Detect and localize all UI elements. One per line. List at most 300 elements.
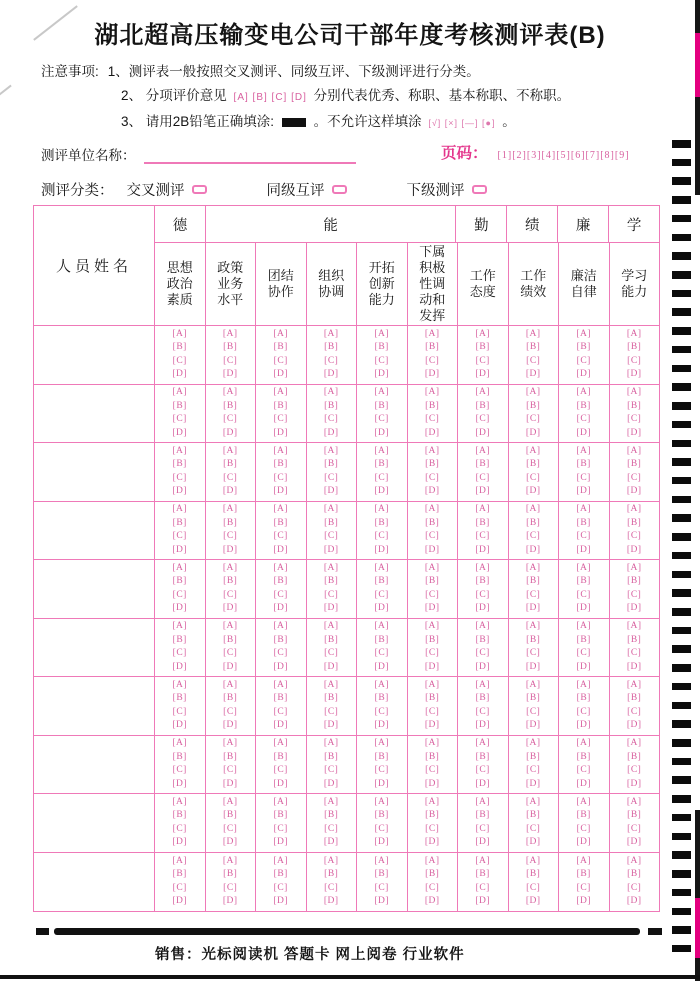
option-bubble-B[interactable]: [B] — [475, 634, 490, 645]
option-bubble-A[interactable]: [A] — [576, 679, 592, 690]
option-bubble-A[interactable]: [A] — [374, 445, 390, 456]
option-bubble-A[interactable]: [A] — [273, 387, 289, 398]
option-bubble-B[interactable]: [B] — [223, 693, 238, 704]
option-bubble-D[interactable]: [D] — [374, 778, 390, 789]
option-bubble-C[interactable]: [C] — [324, 882, 339, 893]
option-bubble-B[interactable]: [B] — [425, 342, 440, 353]
option-bubble-B[interactable]: [B] — [576, 634, 591, 645]
option-bubble-C[interactable]: [C] — [475, 355, 490, 366]
option-bubble-D[interactable]: [D] — [273, 720, 289, 731]
option-bubble-A[interactable]: [A] — [525, 796, 541, 807]
option-bubble-C[interactable]: [C] — [273, 355, 288, 366]
option-bubble-D[interactable]: [D] — [424, 720, 440, 731]
option-bubble-D[interactable]: [D] — [424, 369, 440, 380]
option-bubble-D[interactable]: [D] — [525, 720, 541, 731]
option-bubble-C[interactable]: [C] — [324, 355, 339, 366]
option-bubble-A[interactable]: [A] — [323, 387, 339, 398]
option-bubble-B[interactable]: [B] — [526, 400, 541, 411]
option-bubble-A[interactable]: [A] — [323, 328, 339, 339]
option-bubble-D[interactable]: [D] — [222, 720, 238, 731]
option-bubble-C[interactable]: [C] — [576, 882, 591, 893]
option-bubble-B[interactable]: [B] — [273, 400, 288, 411]
option-bubble-A[interactable]: [A] — [323, 504, 339, 515]
page-number-bubble[interactable]: [7] — [585, 150, 601, 161]
option-bubble-A[interactable]: [A] — [172, 328, 188, 339]
option-bubble-A[interactable]: [A] — [525, 855, 541, 866]
option-bubble-C[interactable]: [C] — [172, 823, 187, 834]
option-bubble-B[interactable]: [B] — [324, 517, 339, 528]
option-bubble-D[interactable]: [D] — [576, 603, 592, 614]
option-bubble-B[interactable]: [B] — [172, 693, 187, 704]
option-bubble-D[interactable]: [D] — [475, 544, 491, 555]
option-bubble-A[interactable]: [A] — [626, 445, 642, 456]
option-bubble-B[interactable]: [B] — [374, 693, 389, 704]
option-bubble-B[interactable]: [B] — [273, 342, 288, 353]
option-bubble-B[interactable]: [B] — [223, 869, 238, 880]
option-bubble-A[interactable]: [A] — [323, 621, 339, 632]
option-bubble-D[interactable]: [D] — [172, 778, 188, 789]
option-bubble-D[interactable]: [D] — [323, 661, 339, 672]
option-bubble-B[interactable]: [B] — [627, 634, 642, 645]
option-bubble-A[interactable]: [A] — [172, 738, 188, 749]
category-checkbox[interactable] — [192, 185, 207, 194]
option-bubble-A[interactable]: [A] — [222, 328, 238, 339]
option-bubble-A[interactable]: [A] — [576, 796, 592, 807]
name-cell[interactable] — [34, 502, 155, 560]
option-bubble-B[interactable]: [B] — [374, 634, 389, 645]
option-bubble-B[interactable]: [B] — [576, 810, 591, 821]
option-bubble-B[interactable]: [B] — [526, 869, 541, 880]
option-bubble-C[interactable]: [C] — [526, 823, 541, 834]
option-bubble-A[interactable]: [A] — [222, 445, 238, 456]
option-bubble-A[interactable]: [A] — [222, 796, 238, 807]
option-bubble-C[interactable]: [C] — [324, 414, 339, 425]
option-bubble-D[interactable]: [D] — [576, 661, 592, 672]
option-bubble-B[interactable]: [B] — [273, 576, 288, 587]
option-bubble-B[interactable]: [B] — [273, 869, 288, 880]
option-bubble-D[interactable]: [D] — [323, 896, 339, 907]
option-bubble-A[interactable]: [A] — [273, 328, 289, 339]
option-bubble-B[interactable]: [B] — [425, 869, 440, 880]
option-bubble-B[interactable]: [B] — [475, 459, 490, 470]
option-bubble-C[interactable]: [C] — [475, 823, 490, 834]
option-bubble-D[interactable]: [D] — [222, 544, 238, 555]
option-bubble-C[interactable]: [C] — [273, 823, 288, 834]
option-bubble-A[interactable]: [A] — [626, 796, 642, 807]
option-bubble-C[interactable]: [C] — [526, 882, 541, 893]
option-bubble-A[interactable]: [A] — [374, 504, 390, 515]
option-bubble-D[interactable]: [D] — [475, 896, 491, 907]
option-bubble-A[interactable]: [A] — [475, 621, 491, 632]
option-bubble-C[interactable]: [C] — [273, 589, 288, 600]
option-bubble-A[interactable]: [A] — [273, 562, 289, 573]
option-bubble-A[interactable]: [A] — [576, 504, 592, 515]
page-number-bubble[interactable]: [6] — [570, 150, 586, 161]
option-bubble-D[interactable]: [D] — [626, 896, 642, 907]
page-number-bubble[interactable]: [2] — [512, 150, 527, 161]
option-bubble-B[interactable]: [B] — [627, 459, 642, 470]
option-bubble-B[interactable]: [B] — [324, 869, 339, 880]
option-bubble-D[interactable]: [D] — [626, 486, 642, 497]
option-bubble-D[interactable]: [D] — [172, 720, 188, 731]
option-bubble-A[interactable]: [A] — [525, 679, 541, 690]
option-bubble-A[interactable]: [A] — [424, 679, 440, 690]
option-bubble-A[interactable]: [A] — [323, 796, 339, 807]
option-bubble-D[interactable]: [D] — [273, 427, 289, 438]
option-bubble-D[interactable]: [D] — [475, 486, 491, 497]
option-bubble-D[interactable]: [D] — [424, 427, 440, 438]
option-bubble-D[interactable]: [D] — [424, 837, 440, 848]
option-bubble-A[interactable]: [A] — [424, 387, 440, 398]
option-bubble-D[interactable]: [D] — [222, 369, 238, 380]
option-bubble-A[interactable]: [A] — [424, 738, 440, 749]
option-bubble-D[interactable]: [D] — [222, 486, 238, 497]
option-bubble-C[interactable]: [C] — [425, 882, 440, 893]
option-bubble-A[interactable]: [A] — [475, 562, 491, 573]
option-bubble-D[interactable]: [D] — [323, 603, 339, 614]
option-bubble-D[interactable]: [D] — [525, 369, 541, 380]
option-bubble-C[interactable]: [C] — [172, 765, 187, 776]
option-bubble-C[interactable]: [C] — [172, 531, 187, 542]
option-bubble-B[interactable]: [B] — [273, 751, 288, 762]
option-bubble-B[interactable]: [B] — [324, 400, 339, 411]
option-bubble-C[interactable]: [C] — [576, 765, 591, 776]
option-bubble-A[interactable]: [A] — [424, 796, 440, 807]
option-bubble-B[interactable]: [B] — [475, 693, 490, 704]
option-bubble-D[interactable]: [D] — [172, 837, 188, 848]
option-bubble-C[interactable]: [C] — [425, 823, 440, 834]
option-bubble-B[interactable]: [B] — [627, 517, 642, 528]
option-bubble-B[interactable]: [B] — [273, 693, 288, 704]
option-bubble-D[interactable]: [D] — [172, 603, 188, 614]
option-bubble-A[interactable]: [A] — [576, 855, 592, 866]
option-bubble-A[interactable]: [A] — [323, 445, 339, 456]
option-bubble-B[interactable]: [B] — [526, 634, 541, 645]
option-bubble-C[interactable]: [C] — [172, 589, 187, 600]
option-bubble-D[interactable]: [D] — [475, 837, 491, 848]
option-bubble-D[interactable]: [D] — [374, 369, 390, 380]
option-bubble-B[interactable]: [B] — [576, 751, 591, 762]
option-bubble-C[interactable]: [C] — [374, 706, 389, 717]
option-bubble-C[interactable]: [C] — [324, 472, 339, 483]
option-bubble-B[interactable]: [B] — [374, 459, 389, 470]
option-bubble-B[interactable]: [B] — [374, 342, 389, 353]
name-cell[interactable] — [34, 385, 155, 443]
option-bubble-C[interactable]: [C] — [324, 648, 339, 659]
option-bubble-A[interactable]: [A] — [374, 855, 390, 866]
option-bubble-B[interactable]: [B] — [425, 751, 440, 762]
option-bubble-A[interactable]: [A] — [172, 679, 188, 690]
option-bubble-A[interactable]: [A] — [576, 328, 592, 339]
option-bubble-A[interactable]: [A] — [424, 328, 440, 339]
option-bubble-D[interactable]: [D] — [172, 544, 188, 555]
option-bubble-B[interactable]: [B] — [223, 634, 238, 645]
category-checkbox[interactable] — [472, 185, 487, 194]
option-bubble-A[interactable]: [A] — [273, 855, 289, 866]
option-bubble-C[interactable]: [C] — [223, 765, 238, 776]
option-bubble-D[interactable]: [D] — [576, 427, 592, 438]
option-bubble-D[interactable]: [D] — [172, 896, 188, 907]
option-bubble-C[interactable]: [C] — [576, 414, 591, 425]
option-bubble-B[interactable]: [B] — [576, 459, 591, 470]
option-bubble-C[interactable]: [C] — [627, 355, 642, 366]
option-bubble-C[interactable]: [C] — [223, 472, 238, 483]
option-bubble-B[interactable]: [B] — [627, 400, 642, 411]
option-bubble-C[interactable]: [C] — [526, 648, 541, 659]
option-bubble-C[interactable]: [C] — [223, 882, 238, 893]
option-bubble-B[interactable]: [B] — [324, 810, 339, 821]
option-bubble-B[interactable]: [B] — [273, 459, 288, 470]
option-bubble-A[interactable]: [A] — [626, 855, 642, 866]
option-bubble-C[interactable]: [C] — [374, 472, 389, 483]
option-bubble-C[interactable]: [C] — [425, 472, 440, 483]
option-bubble-A[interactable]: [A] — [424, 504, 440, 515]
option-bubble-A[interactable]: [A] — [626, 621, 642, 632]
option-bubble-D[interactable]: [D] — [273, 486, 289, 497]
option-bubble-C[interactable]: [C] — [627, 414, 642, 425]
option-bubble-C[interactable]: [C] — [526, 472, 541, 483]
option-bubble-A[interactable]: [A] — [475, 796, 491, 807]
option-bubble-C[interactable]: [C] — [526, 355, 541, 366]
option-bubble-C[interactable]: [C] — [526, 414, 541, 425]
option-bubble-C[interactable]: [C] — [223, 648, 238, 659]
option-bubble-D[interactable]: [D] — [475, 720, 491, 731]
option-bubble-C[interactable]: [C] — [172, 472, 187, 483]
option-bubble-A[interactable]: [A] — [424, 855, 440, 866]
option-bubble-A[interactable]: [A] — [525, 504, 541, 515]
option-bubble-D[interactable]: [D] — [172, 427, 188, 438]
unit-name-field[interactable] — [144, 147, 356, 164]
name-cell[interactable] — [34, 853, 155, 912]
option-bubble-B[interactable]: [B] — [172, 751, 187, 762]
option-bubble-C[interactable]: [C] — [576, 589, 591, 600]
option-bubble-C[interactable]: [C] — [475, 882, 490, 893]
option-bubble-A[interactable]: [A] — [475, 387, 491, 398]
option-bubble-B[interactable]: [B] — [425, 459, 440, 470]
option-bubble-D[interactable]: [D] — [525, 778, 541, 789]
option-bubble-A[interactable]: [A] — [576, 621, 592, 632]
option-bubble-D[interactable]: [D] — [222, 427, 238, 438]
option-bubble-B[interactable]: [B] — [576, 693, 591, 704]
option-bubble-B[interactable]: [B] — [526, 342, 541, 353]
option-bubble-C[interactable]: [C] — [425, 414, 440, 425]
option-bubble-C[interactable]: [C] — [475, 589, 490, 600]
option-bubble-B[interactable]: [B] — [172, 869, 187, 880]
option-bubble-D[interactable]: [D] — [525, 603, 541, 614]
option-bubble-A[interactable]: [A] — [222, 621, 238, 632]
option-bubble-C[interactable]: [C] — [273, 882, 288, 893]
option-bubble-C[interactable]: [C] — [475, 648, 490, 659]
option-bubble-D[interactable]: [D] — [475, 661, 491, 672]
option-bubble-D[interactable]: [D] — [626, 603, 642, 614]
option-bubble-A[interactable]: [A] — [222, 738, 238, 749]
option-bubble-B[interactable]: [B] — [425, 693, 440, 704]
option-bubble-D[interactable]: [D] — [273, 369, 289, 380]
option-bubble-A[interactable]: [A] — [273, 679, 289, 690]
option-bubble-D[interactable]: [D] — [222, 837, 238, 848]
name-cell[interactable] — [34, 677, 155, 735]
option-bubble-D[interactable]: [D] — [525, 486, 541, 497]
option-bubble-C[interactable]: [C] — [223, 355, 238, 366]
option-bubble-A[interactable]: [A] — [626, 328, 642, 339]
option-bubble-C[interactable]: [C] — [324, 706, 339, 717]
option-bubble-C[interactable]: [C] — [273, 414, 288, 425]
option-bubble-C[interactable]: [C] — [425, 355, 440, 366]
option-bubble-A[interactable]: [A] — [475, 679, 491, 690]
option-bubble-D[interactable]: [D] — [475, 778, 491, 789]
option-bubble-A[interactable]: [A] — [374, 679, 390, 690]
option-bubble-B[interactable]: [B] — [627, 693, 642, 704]
option-bubble-C[interactable]: [C] — [627, 765, 642, 776]
option-bubble-A[interactable]: [A] — [172, 855, 188, 866]
option-bubble-A[interactable]: [A] — [222, 387, 238, 398]
option-bubble-C[interactable]: [C] — [374, 589, 389, 600]
option-bubble-A[interactable]: [A] — [374, 738, 390, 749]
option-bubble-A[interactable]: [A] — [273, 796, 289, 807]
option-bubble-D[interactable]: [D] — [475, 369, 491, 380]
option-bubble-B[interactable]: [B] — [273, 634, 288, 645]
option-bubble-A[interactable]: [A] — [424, 562, 440, 573]
name-cell[interactable] — [34, 443, 155, 501]
option-bubble-B[interactable]: [B] — [324, 342, 339, 353]
option-bubble-D[interactable]: [D] — [424, 661, 440, 672]
option-bubble-B[interactable]: [B] — [425, 576, 440, 587]
option-bubble-D[interactable]: [D] — [525, 544, 541, 555]
page-number-bubble[interactable]: [5] — [556, 150, 571, 161]
option-bubble-D[interactable]: [D] — [323, 427, 339, 438]
option-bubble-A[interactable]: [A] — [576, 387, 592, 398]
option-bubble-C[interactable]: [C] — [576, 823, 591, 834]
option-bubble-B[interactable]: [B] — [475, 517, 490, 528]
option-bubble-D[interactable]: [D] — [172, 369, 188, 380]
option-bubble-B[interactable]: [B] — [172, 342, 187, 353]
option-bubble-D[interactable]: [D] — [323, 778, 339, 789]
option-bubble-A[interactable]: [A] — [475, 855, 491, 866]
option-bubble-B[interactable]: [B] — [627, 576, 642, 587]
option-bubble-D[interactable]: [D] — [374, 661, 390, 672]
option-bubble-A[interactable]: [A] — [475, 504, 491, 515]
option-bubble-A[interactable]: [A] — [323, 679, 339, 690]
option-bubble-C[interactable]: [C] — [172, 648, 187, 659]
option-bubble-D[interactable]: [D] — [222, 896, 238, 907]
option-bubble-D[interactable]: [D] — [273, 603, 289, 614]
option-bubble-B[interactable]: [B] — [475, 342, 490, 353]
option-bubble-A[interactable]: [A] — [323, 738, 339, 749]
option-bubble-D[interactable]: [D] — [323, 544, 339, 555]
option-bubble-C[interactable]: [C] — [627, 472, 642, 483]
option-bubble-B[interactable]: [B] — [576, 342, 591, 353]
name-cell[interactable] — [34, 619, 155, 677]
option-bubble-C[interactable]: [C] — [223, 531, 238, 542]
option-bubble-A[interactable]: [A] — [172, 387, 188, 398]
page-number-bubble[interactable]: [4] — [541, 150, 557, 161]
option-bubble-C[interactable]: [C] — [172, 355, 187, 366]
option-bubble-C[interactable]: [C] — [526, 765, 541, 776]
page-number-bubble[interactable]: [8] — [600, 150, 615, 161]
option-bubble-B[interactable]: [B] — [475, 400, 490, 411]
option-bubble-A[interactable]: [A] — [374, 387, 390, 398]
option-bubble-B[interactable]: [B] — [324, 634, 339, 645]
option-bubble-D[interactable]: [D] — [323, 369, 339, 380]
option-bubble-A[interactable]: [A] — [222, 679, 238, 690]
option-bubble-B[interactable]: [B] — [627, 342, 642, 353]
option-bubble-C[interactable]: [C] — [475, 472, 490, 483]
option-bubble-A[interactable]: [A] — [525, 328, 541, 339]
option-bubble-B[interactable]: [B] — [576, 576, 591, 587]
option-bubble-A[interactable]: [A] — [273, 738, 289, 749]
option-bubble-C[interactable]: [C] — [627, 531, 642, 542]
category-checkbox[interactable] — [332, 185, 347, 194]
page-number-bubble[interactable]: [9] — [614, 150, 630, 161]
option-bubble-A[interactable]: [A] — [424, 621, 440, 632]
option-bubble-C[interactable]: [C] — [223, 589, 238, 600]
option-bubble-C[interactable]: [C] — [273, 531, 288, 542]
option-bubble-A[interactable]: [A] — [626, 679, 642, 690]
option-bubble-B[interactable]: [B] — [172, 459, 187, 470]
option-bubble-B[interactable]: [B] — [172, 576, 187, 587]
option-bubble-B[interactable]: [B] — [475, 751, 490, 762]
option-bubble-C[interactable]: [C] — [627, 648, 642, 659]
option-bubble-C[interactable]: [C] — [627, 706, 642, 717]
option-bubble-B[interactable]: [B] — [374, 400, 389, 411]
option-bubble-A[interactable]: [A] — [273, 445, 289, 456]
option-bubble-A[interactable]: [A] — [475, 328, 491, 339]
option-bubble-A[interactable]: [A] — [525, 387, 541, 398]
option-bubble-A[interactable]: [A] — [172, 796, 188, 807]
option-bubble-D[interactable]: [D] — [626, 778, 642, 789]
option-bubble-C[interactable]: [C] — [576, 706, 591, 717]
option-bubble-D[interactable]: [D] — [374, 896, 390, 907]
option-bubble-D[interactable]: [D] — [525, 837, 541, 848]
option-bubble-D[interactable]: [D] — [374, 427, 390, 438]
option-bubble-A[interactable]: [A] — [525, 621, 541, 632]
option-bubble-B[interactable]: [B] — [223, 576, 238, 587]
option-bubble-D[interactable]: [D] — [424, 603, 440, 614]
option-bubble-A[interactable]: [A] — [172, 445, 188, 456]
option-bubble-D[interactable]: [D] — [576, 544, 592, 555]
option-bubble-A[interactable]: [A] — [525, 562, 541, 573]
option-bubble-B[interactable]: [B] — [627, 869, 642, 880]
option-bubble-C[interactable]: [C] — [172, 414, 187, 425]
option-bubble-D[interactable]: [D] — [424, 486, 440, 497]
option-bubble-C[interactable]: [C] — [425, 531, 440, 542]
option-bubble-A[interactable]: [A] — [374, 562, 390, 573]
option-bubble-B[interactable]: [B] — [425, 517, 440, 528]
option-bubble-A[interactable]: [A] — [525, 445, 541, 456]
option-bubble-D[interactable]: [D] — [172, 661, 188, 672]
option-bubble-B[interactable]: [B] — [223, 517, 238, 528]
option-bubble-D[interactable]: [D] — [576, 486, 592, 497]
option-bubble-B[interactable]: [B] — [374, 517, 389, 528]
option-bubble-D[interactable]: [D] — [424, 896, 440, 907]
option-bubble-D[interactable]: [D] — [222, 778, 238, 789]
option-bubble-A[interactable]: [A] — [576, 562, 592, 573]
option-bubble-B[interactable]: [B] — [627, 751, 642, 762]
option-bubble-A[interactable]: [A] — [626, 738, 642, 749]
option-bubble-B[interactable]: [B] — [324, 459, 339, 470]
option-bubble-D[interactable]: [D] — [626, 544, 642, 555]
option-bubble-A[interactable]: [A] — [273, 504, 289, 515]
option-bubble-B[interactable]: [B] — [425, 634, 440, 645]
option-bubble-B[interactable]: [B] — [273, 517, 288, 528]
option-bubble-C[interactable]: [C] — [374, 823, 389, 834]
option-bubble-D[interactable]: [D] — [273, 896, 289, 907]
page-number-bubble[interactable]: [1] — [497, 150, 513, 161]
option-bubble-C[interactable]: [C] — [576, 531, 591, 542]
option-bubble-B[interactable]: [B] — [374, 751, 389, 762]
option-bubble-C[interactable]: [C] — [576, 472, 591, 483]
option-bubble-D[interactable]: [D] — [374, 720, 390, 731]
